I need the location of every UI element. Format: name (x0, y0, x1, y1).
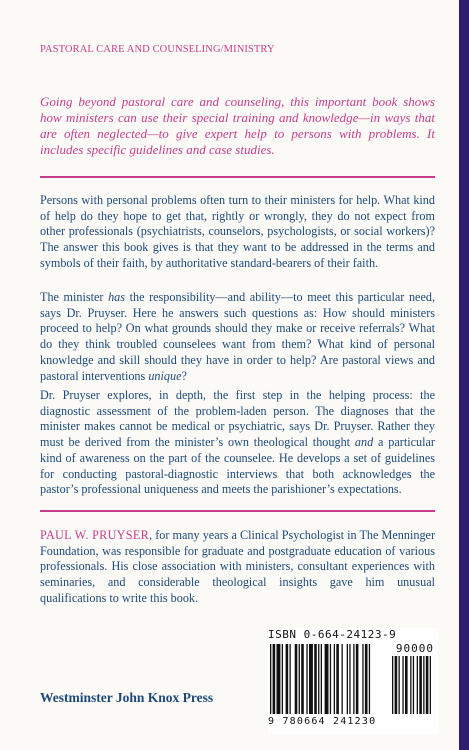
barcode-addon-bar (399, 656, 400, 714)
barcode-bar (330, 644, 331, 714)
barcode-bar (314, 644, 317, 714)
barcode-bar (365, 644, 368, 714)
barcode-bar (306, 644, 307, 714)
description-paragraph-3: Dr. Pruyser explores, in depth, the first step in the helping process: the diagnostic assessment of the problem-laden person. The diagnoses that the minister makes cannot be medical or psychiatric, says Dr. Pruyser. Rather they must be derived from the minister’s own theological thought and a particular kind of awareness on the part of the counselee. He develops a set of guidelines for conducting pastoral-diagnostic interviews that both acknowledges the pastor’s professional uniqueness and meets the parishioner’s expectations. (40, 388, 435, 497)
price-code: 90000 (395, 642, 434, 655)
barcode-bar (301, 644, 304, 714)
barcode-bar (362, 644, 363, 714)
isbn-number: ISBN 0-664-24123-9 (268, 628, 397, 641)
divider-rule-bottom (40, 510, 435, 512)
barcode-addon-bar (430, 656, 431, 714)
barcode-addon-bar (395, 656, 398, 714)
barcode-bar (270, 644, 271, 714)
barcode-addon-bar (405, 656, 408, 714)
spine-edge-band (459, 0, 469, 750)
barcode-bar (321, 644, 322, 714)
barcode-bar (325, 644, 329, 714)
barcode-bar (349, 644, 350, 714)
cover-blurb: Going beyond pastoral care and counseling, this important book shows how ministers can use their special training and knowledge—in ways that are often neglected—to give expert help to persons with problems. It includes specific guidelines and case studies. (40, 94, 435, 157)
description-paragraph-2: The minister has the responsibility—and ability—to meet this particular need, says Dr. Pruyser. Here he answers such questions as: How should ministers proceed to help? On what grounds should they make or receive referrals? What do they think troubled counselees want from them? What kind of personal knowledge and skill should they have in order to help? Are pastoral views and pastoral interventions unique? (40, 290, 436, 383)
barcode-bar (318, 644, 319, 714)
barcode-addon-bar (423, 656, 424, 714)
author-bio: PAUL W. PRUYSER, for many years a Clinical Psychologist in The Menninger Foundation, was responsible for graduate and postgraduate education of various professionals. His close association with ministers, consultant experiences with seminaries, and considerable theological insights gave him unusual qualifications to write this book. (40, 528, 436, 605)
barcode-bar (369, 644, 370, 714)
barcode-bar (356, 644, 359, 714)
ean-digits: 9 780664 241230 (268, 716, 377, 727)
author-name: PAUL W. PRUYSER (40, 528, 150, 542)
barcode-bar (286, 644, 289, 714)
barcode-bars (268, 644, 438, 716)
divider-rule-top (40, 176, 435, 178)
barcode-bar (336, 644, 339, 714)
barcode-bar (299, 644, 300, 714)
publisher-name: Westminster John Knox Press (40, 690, 214, 705)
barcode-bar (273, 644, 276, 714)
barcode-addon-bar (392, 656, 393, 714)
barcode-addon-bar (413, 656, 414, 714)
category-label: PASTORAL CARE AND COUNSELING/MINISTRY (40, 44, 275, 55)
isbn-barcode (268, 628, 438, 734)
barcode-bar (342, 644, 343, 714)
barcode-addon-bar (417, 656, 418, 714)
description-paragraph-1: Persons with personal problems often turn to their ministers for help. What kind of help do they hope to get that, rightly or wrongly, they do not expect from other professionals (psychiatrists, counselors, psychologists, or social workers)? The answer this book gives is that they want to be addressed in the terms and symbols of their faith, by authoritative standard-bearers of their faith. (40, 193, 435, 270)
barcode-bar (347, 644, 348, 714)
barcode-addon-bar (410, 656, 411, 714)
barcode-bar (277, 644, 281, 714)
barcode-addon-bar (419, 656, 422, 714)
barcode-addon-bar (426, 656, 429, 714)
barcode-addon-bar (402, 656, 403, 714)
barcode-bar (334, 644, 335, 714)
barcode-bar (295, 644, 298, 714)
barcode-bar (353, 644, 354, 714)
barcode-bar (282, 644, 283, 714)
barcode-bar (290, 644, 291, 714)
barcode-bar (309, 644, 313, 714)
